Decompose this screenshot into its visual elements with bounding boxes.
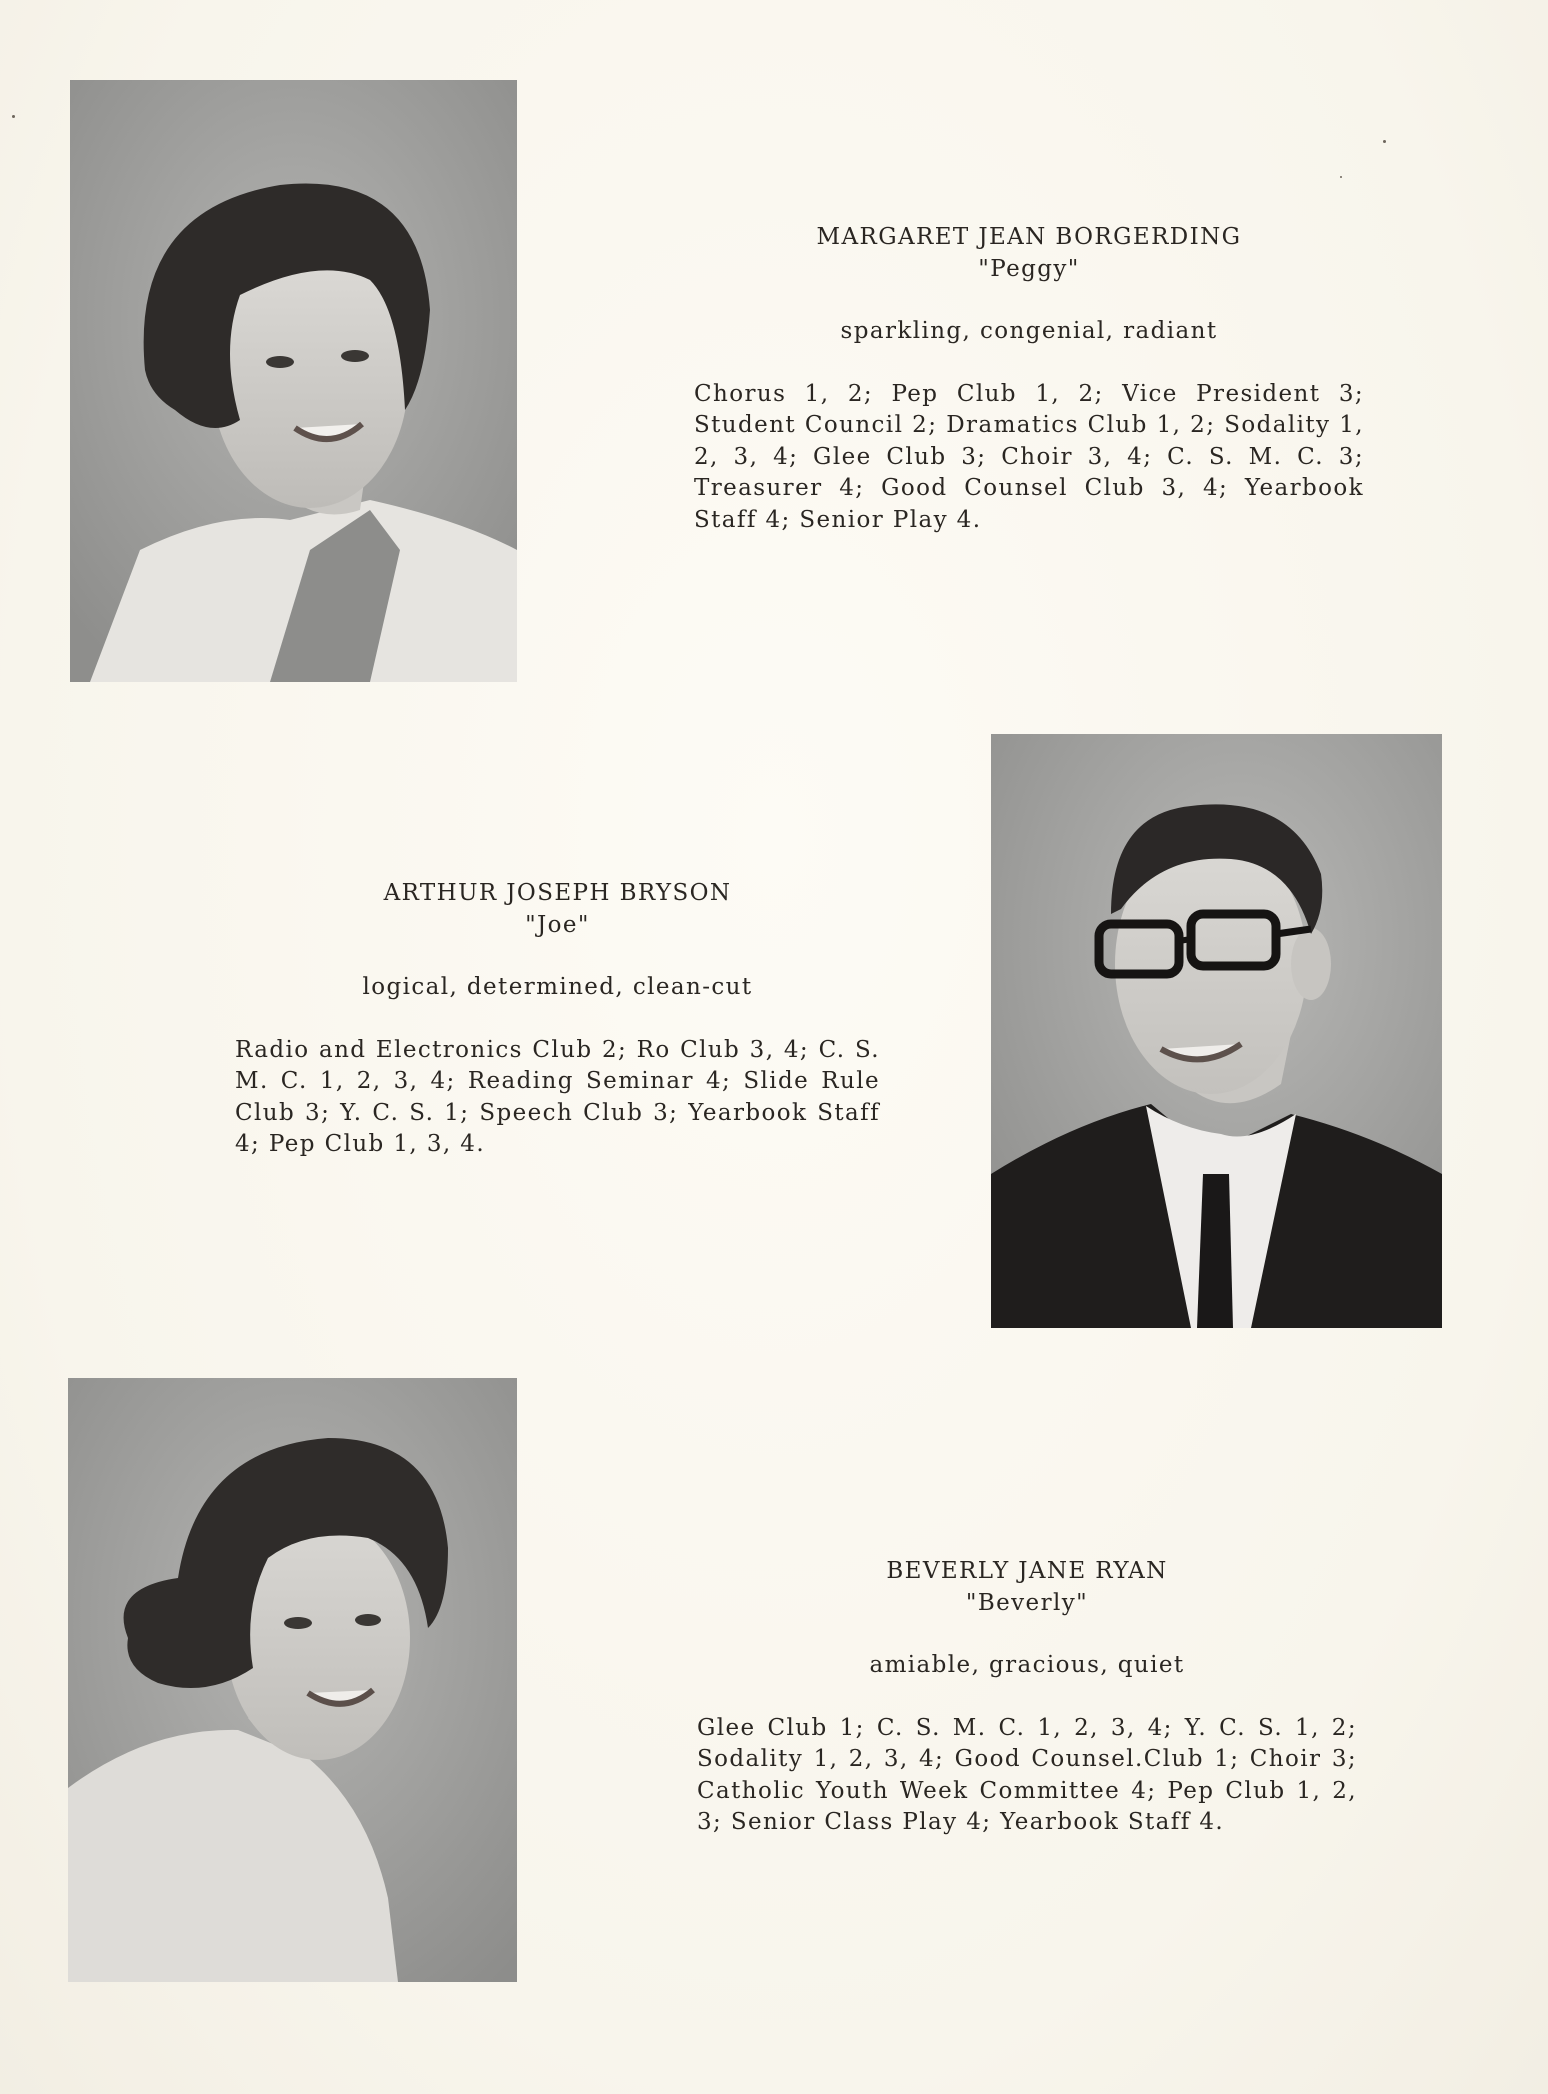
- senior-traits: sparkling, congenial, radiant: [840, 318, 1218, 344]
- senior-activities: Radio and Electronics Club 2; Ro Club 3, 4; C. S. M. C. 1, 2, 3, 4; Reading Seminar 4; Slide Rule Club 3; Y. C. S. 1; Speech Club 3; Yearbook Staff 4; Pep Club 1, 3, 4.: [235, 1036, 880, 1157]
- senior-bio-margaret: [694, 222, 1364, 536]
- senior-name: BEVERLY JANE RYAN: [886, 1558, 1168, 1584]
- paper-speck: [1340, 176, 1342, 178]
- portrait-photo-arthur: [991, 734, 1442, 1328]
- portrait-photo-beverly: [68, 1378, 517, 1982]
- senior-traits: logical, determined, clean-cut: [362, 974, 753, 1000]
- senior-nickname: "Joe": [525, 911, 590, 938]
- portrait-photo-margaret: [70, 80, 517, 682]
- paper-speck: [1383, 140, 1386, 143]
- senior-nickname: "Peggy": [978, 255, 1080, 282]
- senior-name: ARTHUR JOSEPH BRYSON: [383, 880, 732, 906]
- senior-name: MARGARET JEAN BORGERDING: [816, 224, 1242, 250]
- senior-activities: Glee Club 1; C. S. M. C. 1, 2, 3, 4; Y. C. S. 1, 2; Sodality 1, 2, 3, 4; Good Counsel.Club 1; Choir 3; Catholic Youth Week Committee 4; Pep Club 1, 2, 3; Senior Class Play 4; Yearbook Staff 4.: [697, 1714, 1357, 1835]
- senior-activities: Chorus 1, 2; Pep Club 1, 2; Vice President 3; Student Council 2; Dramatics Club 1, 2; Sodality 1, 2, 3, 4; Glee Club 3; Choir 3, 4; C. S. M. C. 3; Treasurer 4; Good Counsel Club 3, 4; Yearbook Staff 4; Senior Play 4.: [694, 380, 1364, 533]
- paper-speck: [12, 115, 15, 118]
- senior-traits: amiable, gracious, quiet: [869, 1652, 1185, 1678]
- senior-bio-beverly: [697, 1556, 1357, 1839]
- senior-bio-arthur: [235, 878, 880, 1161]
- senior-nickname: "Beverly": [965, 1589, 1089, 1616]
